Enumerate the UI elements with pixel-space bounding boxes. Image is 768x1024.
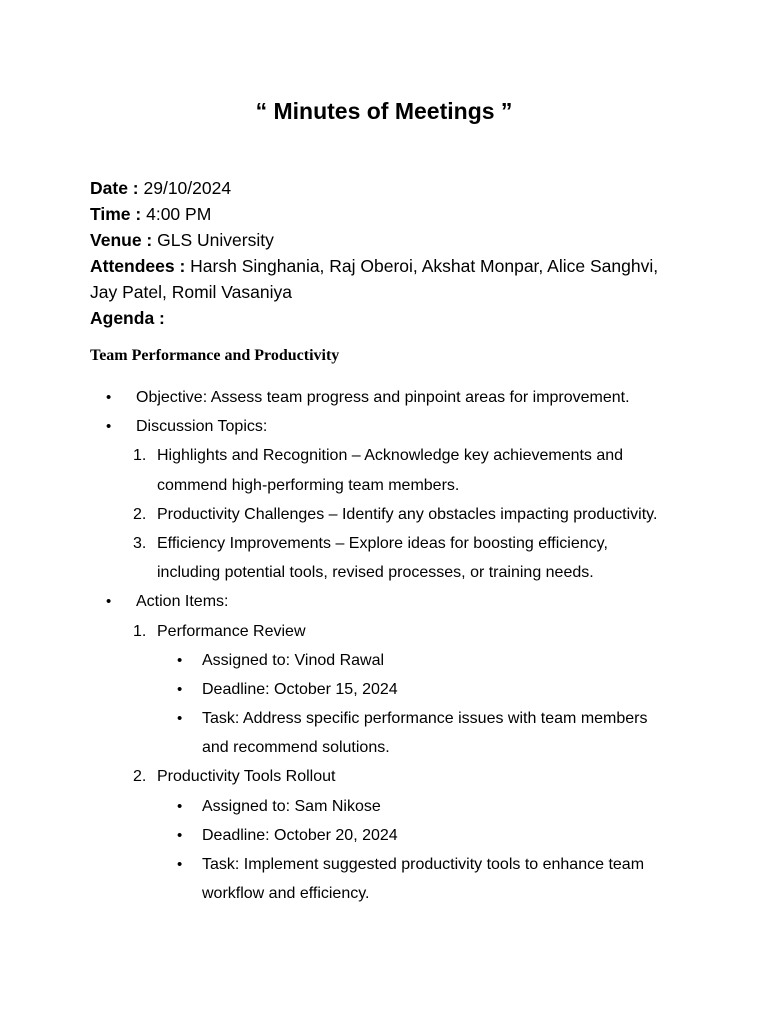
sub-list-item-continuation [0, 879, 768, 908]
time-row [90, 201, 690, 227]
sub-list-item [0, 675, 768, 704]
item-number: 1. [133, 622, 147, 640]
agenda-heading: Team Performance and Productivity [90, 347, 340, 364]
topic-text: Highlights and Recognition – Acknowledge key achievements and [157, 447, 624, 465]
agenda-list [0, 383, 768, 908]
bullet-icon: • [177, 797, 183, 815]
sub-list-item-continuation [0, 733, 768, 762]
item-number: 2. [133, 768, 147, 786]
attendees-value-line1: Harsh Singhania, Raj Oberoi, Akshat Monpar, Alice Sanghvi, [190, 256, 659, 276]
page-title: “ Minutes of Meetings ” [255, 98, 513, 124]
sub-list-item [0, 850, 768, 879]
time-value: 4:00 PM [146, 204, 212, 224]
numbered-item-continuation [0, 558, 768, 587]
time-label: Time : [90, 204, 142, 224]
task-text: and recommend solutions. [202, 739, 390, 757]
action-label: Action Items: [136, 593, 229, 611]
numbered-item [0, 617, 768, 646]
venue-row [90, 227, 690, 253]
venue-label: Venue : [90, 230, 153, 250]
date-label: Date : [90, 178, 139, 198]
topic-text: including potential tools, revised processes, or training needs. [157, 564, 594, 582]
bullet-icon: • [177, 826, 183, 844]
action-title: Productivity Tools Rollout [157, 768, 336, 786]
attendees-label: Attendees : [90, 256, 186, 276]
bullet-icon: • [177, 710, 183, 728]
bullet-icon: • [177, 651, 183, 669]
numbered-item [0, 441, 768, 470]
list-item [0, 587, 768, 616]
objective-text: Objective: Assess team progress and pinpoint areas for improvement. [136, 389, 630, 406]
item-number: 2. [133, 505, 147, 523]
sub-list-item [0, 792, 768, 821]
assigned-text: Assigned to: Sam Nikose [202, 797, 381, 815]
bullet-icon: • [177, 680, 183, 698]
attendees-value-line2: Jay Patel, Romil Vasaniya [90, 282, 292, 302]
numbered-item-continuation [0, 471, 768, 500]
item-number: 3. [133, 534, 147, 552]
list-item [0, 383, 768, 412]
attendees-row [90, 253, 690, 305]
task-text: workflow and efficiency. [202, 885, 370, 903]
topic-text: Productivity Challenges – Identify any obstacles impacting productivity. [157, 505, 658, 523]
agenda-row [90, 305, 690, 331]
sub-list-item [0, 821, 768, 850]
numbered-item [0, 529, 768, 558]
sub-list-item [0, 704, 768, 733]
bullet-icon: • [106, 593, 112, 611]
date-value: 29/10/2024 [143, 178, 232, 198]
topic-text: commend high-performing team members. [157, 476, 460, 494]
item-number: 1. [133, 447, 147, 465]
venue-value: GLS University [157, 230, 274, 250]
meeting-details [90, 175, 690, 331]
bullet-icon: • [177, 856, 183, 873]
bullet-icon: • [106, 418, 112, 436]
deadline-text: Deadline: October 20, 2024 [202, 826, 398, 844]
sub-list-item [0, 646, 768, 675]
assigned-text: Assigned to: Vinod Rawal [202, 651, 385, 669]
numbered-item [0, 500, 768, 529]
bullet-icon: • [106, 389, 112, 406]
list-item [0, 412, 768, 441]
discussion-label: Discussion Topics: [136, 418, 268, 436]
action-title: Performance Review [157, 622, 306, 640]
deadline-text: Deadline: October 15, 2024 [202, 680, 398, 698]
numbered-item [0, 762, 768, 791]
task-text: Task: Address specific performance issues with team members [202, 710, 648, 728]
task-text: Task: Implement suggested productivity tools to enhance team [202, 856, 645, 873]
date-row [90, 175, 690, 201]
agenda-label: Agenda : [90, 308, 165, 328]
topic-text: Efficiency Improvements – Explore ideas for boosting efficiency, [157, 534, 608, 552]
